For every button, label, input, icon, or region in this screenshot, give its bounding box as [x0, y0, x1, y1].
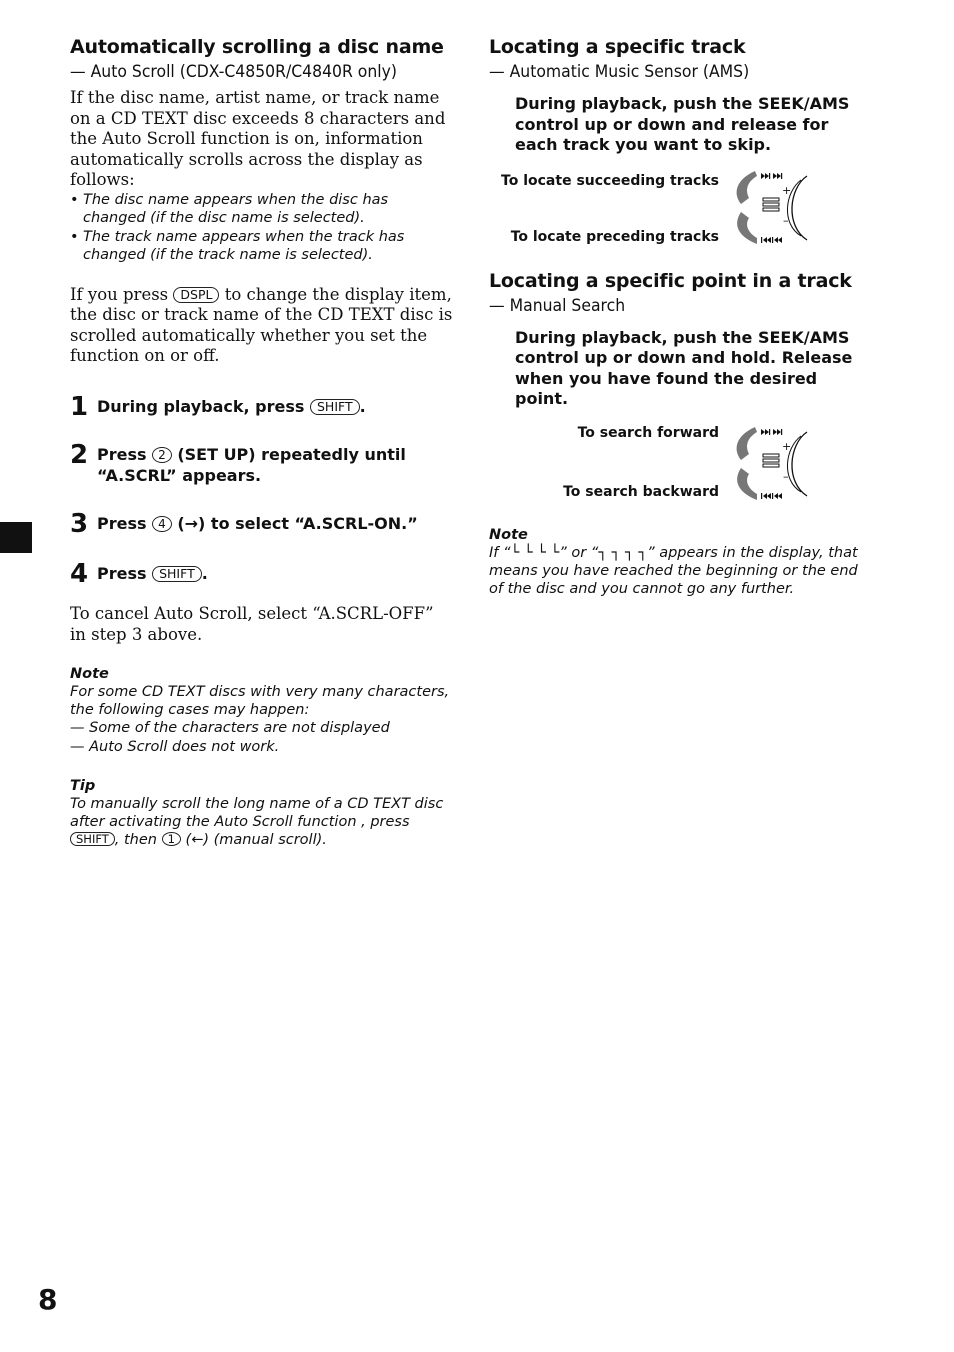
note-heading: Note	[489, 526, 528, 543]
seek-ams-control-icon	[727, 168, 819, 248]
dspl-key: DSPL	[173, 287, 219, 303]
left-column	[70, 34, 454, 849]
intro-paragraph: If the disc name, artist name, or track name on a CD TEXT disc exceeds 8 characters and the Auto Scroll function is on, information automatically scrolls across the display as follows:	[70, 88, 446, 189]
note-line: For some CD TEXT discs with very many characters, the following cases may happen:	[70, 684, 450, 719]
instruction-manual-search: During playback, push the SEEK/AMS control up or down and hold. Release when you have found the desired point.	[515, 327, 853, 408]
minus-icon: –	[783, 213, 789, 227]
seek-ams-figure	[515, 424, 869, 504]
shift-key: SHIFT	[310, 399, 360, 415]
step-number: 1	[70, 391, 89, 422]
prev-track-icon	[761, 493, 782, 499]
figure-label-down: To search backward	[563, 483, 719, 500]
section-subtitle-manual-search: — Manual Search	[489, 295, 626, 316]
section-title-locating-track: Locating a specific track	[489, 36, 746, 58]
section-title-auto-scroll: Automatically scrolling a disc name	[70, 36, 444, 58]
section-tab-marker	[0, 522, 32, 553]
note-line: — Auto Scroll does not work.	[70, 738, 280, 755]
step-3: 3 Press 4 (→) to select “A.SCRL-ON.”	[70, 509, 418, 539]
figure-label-down: To locate preceding tracks	[510, 228, 719, 245]
tip-heading: Tip	[70, 777, 96, 794]
instruction-ams: During playback, push the SEEK/AMS control up or down and release for each track you want to skip.	[515, 94, 850, 154]
section-subtitle-auto-scroll: — Auto Scroll (CDX-C4850R/C4840R only)	[70, 62, 398, 82]
next-track-icon	[761, 173, 782, 179]
key-4: 4	[152, 516, 172, 532]
step-number: 3	[70, 509, 89, 539]
step-2: 2 Press 2 (SET UP) repeatedly until “A.SCRL” appears.	[70, 440, 406, 485]
dspl-paragraph: If you press DSPL to change the display item, the disc or track name of the CD TEXT disc is scrolled automatically whether you set the function on or off.	[70, 284, 453, 365]
tip-body: To manually scroll the long name of a CD TEXT disc after activating the Auto Scroll function , press SHIFT , then 1 (←) (manual scroll).	[70, 795, 444, 849]
step-number: 4	[70, 558, 89, 589]
shift-key: SHIFT	[152, 566, 202, 582]
bullet-list	[70, 191, 454, 265]
figure-label-up: To search forward	[577, 424, 719, 441]
step-1: 1 During playback, press SHIFT .	[70, 391, 366, 422]
cancel-paragraph: To cancel Auto Scroll, select “A.SCRL-OFF” in step 3 above.	[70, 604, 434, 644]
seek-ams-figure	[501, 168, 869, 248]
plus-icon: +	[782, 183, 792, 197]
list-item: • The disc name appears when the disc has changed (if the disc name is selected).	[70, 191, 454, 228]
seek-ams-control-icon	[727, 424, 819, 504]
key-1: 1	[162, 832, 181, 846]
page-number: 8	[38, 1283, 58, 1316]
right-column	[489, 34, 869, 598]
next-track-icon	[761, 429, 782, 435]
figure-label-up: To locate succeeding tracks	[501, 172, 719, 189]
note-line: — Some of the characters are not displayed	[70, 720, 390, 737]
key-2: 2	[152, 447, 172, 463]
list-item: • The track name appears when the track has changed (if the track name is selected).	[70, 228, 454, 265]
note-heading: Note	[70, 666, 109, 682]
plus-icon: +	[782, 439, 792, 453]
minus-icon: –	[783, 469, 789, 483]
prev-track-icon	[761, 237, 782, 243]
shift-key: SHIFT	[70, 832, 115, 846]
step-number: 2	[70, 440, 89, 470]
step-4: 4 Press SHIFT .	[70, 558, 208, 589]
note-body: If “└ └ └ └” or “┐ ┐ ┐ ┐” appears in the display, that means you have reached the beginning or the end of the disc and you cannot go any further.	[489, 544, 858, 597]
section-subtitle-ams: — Automatic Music Sensor (AMS)	[489, 62, 750, 82]
section-title-locating-point: Locating a specific point in a track	[489, 269, 852, 292]
